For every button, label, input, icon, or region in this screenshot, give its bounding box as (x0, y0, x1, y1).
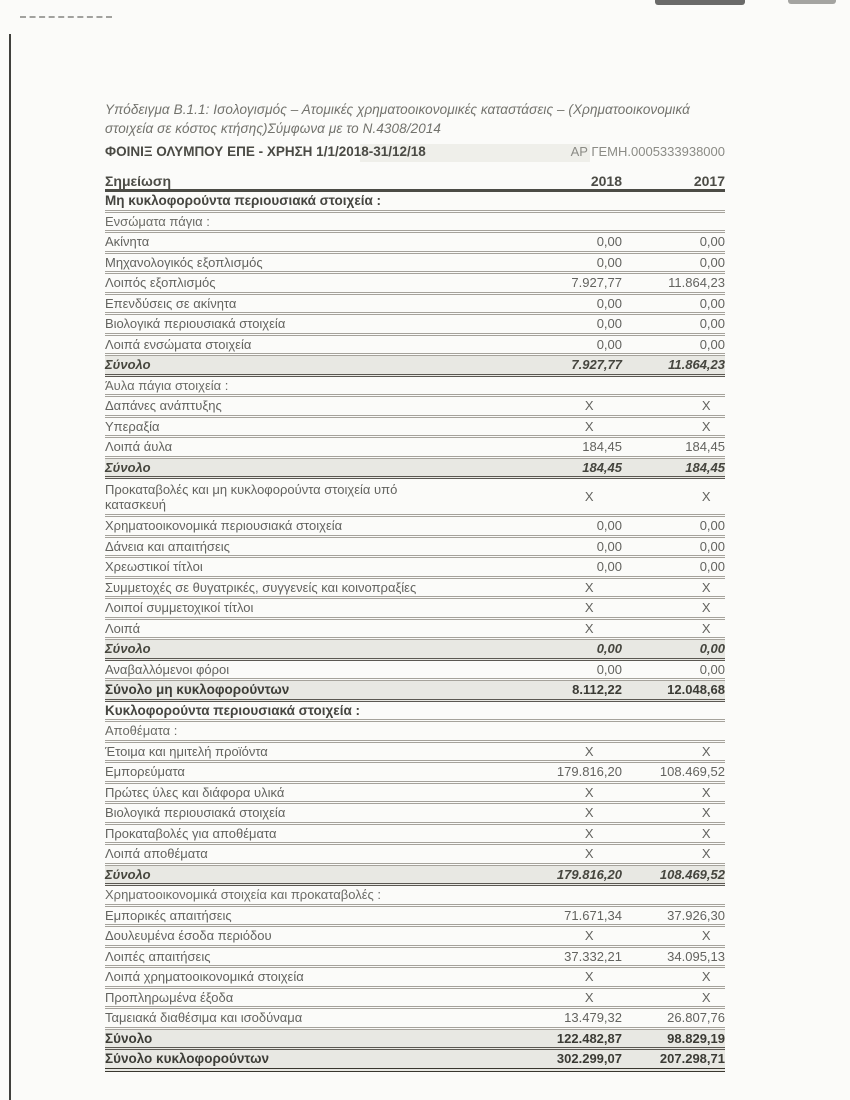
row-value-2017: 26.807,76 (667, 1010, 725, 1026)
row-value-2017: 0,00 (699, 316, 725, 332)
row-value-2018: 0,00 (596, 234, 622, 250)
row-value-2017: 34.095,13 (667, 948, 725, 964)
table-row (105, 784, 725, 805)
row-value-2017: 11.864,23 (668, 275, 725, 291)
row-label: Μη κυκλοφορούντα περιουσιακά στοιχεία : (105, 193, 382, 209)
table-row (105, 233, 725, 254)
row-value-2018: 0,00 (596, 336, 622, 352)
row-value-2017: X (701, 620, 711, 636)
scan-page-edge-line (9, 34, 11, 1100)
row-value-2018: 122.482,87 (556, 1030, 622, 1046)
company-header-row (105, 144, 725, 165)
row-label: Ενσώματα πάγια : (105, 213, 210, 229)
row-value-2018: 179.816,20 (556, 866, 622, 882)
row-label: Μηχανολογικός εξοπλισμός (105, 254, 263, 270)
row-label: Υπεραξία (105, 418, 160, 434)
row-value-2017: 0,00 (699, 661, 725, 677)
row-value-2017: 184,45 (685, 459, 725, 475)
row-label: Κυκλοφορούντα περιουσιακά στοιχεία : (105, 702, 361, 718)
row-label: Χρεωστικοί τίτλοι (105, 559, 203, 575)
table-row (105, 886, 725, 907)
row-label: Σύνολο μη κυκλοφορούντων (105, 682, 290, 698)
row-label: Δάνεια και απαιτήσεις (105, 538, 230, 554)
row-value-2017: X (701, 989, 711, 1005)
row-value-2018: X (584, 418, 594, 434)
row-value-2018: 179.816,20 (556, 764, 622, 780)
row-label: Χρηματοοικονομικά στοιχεία και προκαταβολές : (105, 887, 381, 903)
document-title-line-2: στοιχεία σε κόστος κτήσης)Σύμφωνα με το Ν.4308/2014 (105, 121, 442, 136)
row-label: Αναβαλλόμενοι φόροι (105, 661, 230, 677)
table-row (105, 558, 725, 579)
row-value-2017: X (701, 969, 711, 985)
row-value-2017: X (701, 600, 711, 616)
row-value-2018: X (584, 805, 594, 821)
row-value-2018: X (584, 600, 594, 616)
table-row (105, 459, 725, 480)
row-label: Ακίνητα (105, 234, 150, 250)
table-row (105, 213, 725, 234)
row-label: Λοιπά (105, 620, 141, 636)
row-value-2017: 0,00 (699, 336, 725, 352)
row-value-2018: 302.299,07 (556, 1051, 622, 1067)
table-row (105, 702, 725, 723)
row-label: Λοιπά αποθέματα (105, 846, 208, 862)
row-value-2018: X (584, 784, 594, 800)
row-value-2017: X (701, 784, 711, 800)
column-header-2017: 2017 (693, 173, 725, 189)
row-value-2018: X (584, 489, 594, 504)
row-value-2017: 12.048,68 (667, 682, 725, 698)
row-value-2018: X (584, 846, 594, 862)
row-value-2017: 184,45 (685, 439, 725, 455)
row-label: Σύνολο (105, 459, 151, 475)
row-label: Εμπορεύματα (105, 764, 185, 780)
row-label: Επενδύσεις σε ακίνητα (105, 295, 237, 311)
row-value-2017: 0,00 (699, 559, 725, 575)
table-row (105, 743, 725, 764)
row-value-2018: 7.927,77 (571, 275, 622, 291)
row-label: Λοιπά χρηματοοικονομικά στοιχεία (105, 969, 304, 985)
table-row (105, 517, 725, 538)
table-row (105, 397, 725, 418)
row-value-2018: X (584, 579, 594, 595)
row-value-2018: 184,45 (582, 439, 622, 455)
table-row (105, 336, 725, 357)
row-value-2017: 0,00 (699, 538, 725, 554)
row-label: Χρηματοοικονομικά περιουσιακά στοιχεία (105, 518, 343, 534)
row-value-2018: 184,45 (582, 459, 622, 475)
table-row (105, 907, 725, 928)
row-label: Ταμειακά διαθέσιμα και ισοδύναμα (105, 1010, 303, 1026)
table-row (105, 1009, 725, 1030)
balance-sheet-document (105, 100, 725, 1072)
row-value-2018: X (584, 989, 594, 1005)
company-name-and-period: ΦΟΙΝΙΞ ΟΛΥΜΠΟΥ ΕΠΕ - ΧΡΗΣΗ 1/1/2018-31/12/18 (105, 144, 426, 159)
row-value-2017: X (701, 846, 711, 862)
table-row (105, 968, 725, 989)
table-row (105, 1050, 725, 1072)
row-value-2017: X (701, 398, 711, 414)
row-value-2017: 0,00 (699, 641, 725, 657)
table-row (105, 866, 725, 887)
row-value-2018: 0,00 (596, 538, 622, 554)
row-value-2017: X (701, 489, 711, 504)
row-value-2018: 0,00 (596, 559, 622, 575)
row-value-2017: X (701, 418, 711, 434)
row-label: Σύνολο (105, 866, 151, 882)
row-value-2017: 98.829,19 (667, 1030, 725, 1046)
table-row (105, 763, 725, 784)
row-label: Σύνολο (105, 641, 151, 657)
row-label: Σύνολο κυκλοφορούντων (105, 1051, 269, 1067)
table-row (105, 722, 725, 743)
row-value-2017: X (701, 743, 711, 759)
row-value-2018: 37.332,21 (564, 948, 622, 964)
row-value-2018: 7.927,77 (571, 357, 622, 373)
table-row (105, 681, 725, 702)
table-row (105, 825, 725, 846)
table-row (105, 579, 725, 600)
column-header-2018: 2018 (590, 173, 622, 189)
table-row (105, 315, 725, 336)
row-label: Δουλευμένα έσοδα περιόδου (105, 928, 272, 944)
table-row (105, 295, 725, 316)
row-value-2018: X (584, 928, 594, 944)
row-value-2018: 0,00 (596, 254, 622, 270)
table-row (105, 377, 725, 398)
table-row (105, 254, 725, 275)
table-row (105, 438, 725, 459)
table-row (105, 845, 725, 866)
document-title-line-1: Υπόδειγμα Β.1.1: Ισολογισμός – Ατομικές χρηματοοικονομικές καταστάσεις – (Χρηματοοικονομικά (105, 102, 690, 117)
row-label: Προκαταβολές και μη κυκλοφορούντα στοιχεία υπό κατασκευή (105, 481, 398, 512)
row-value-2018: 71.671,34 (564, 907, 622, 923)
table-row (105, 989, 725, 1010)
row-label: Άυλα πάγια στοιχεία : (105, 377, 229, 393)
row-label: Προπληρωμένα έξοδα (105, 989, 234, 1005)
row-value-2018: X (584, 743, 594, 759)
row-value-2017: 0,00 (699, 234, 725, 250)
row-value-2017: 0,00 (699, 295, 725, 311)
row-value-2018: X (584, 969, 594, 985)
table-row (105, 538, 725, 559)
row-value-2017: X (701, 928, 711, 944)
row-value-2018: 0,00 (596, 661, 622, 677)
row-value-2017: 207.298,71 (659, 1051, 725, 1067)
table-row (105, 804, 725, 825)
row-value-2017: 37.926,30 (667, 907, 725, 923)
table-row (105, 661, 725, 682)
row-label: Λοιπές απαιτήσεις (105, 948, 211, 964)
row-value-2018: 8.112,22 (572, 682, 622, 698)
table-row (105, 274, 725, 295)
scan-fold-dash-line (20, 16, 112, 18)
row-value-2017: 108.469,52 (659, 866, 725, 882)
row-label: Λοιπός εξοπλισμός (105, 275, 216, 291)
scan-smudge-artifact (655, 0, 745, 5)
row-value-2017: 0,00 (699, 518, 725, 534)
row-value-2018: X (584, 620, 594, 636)
row-label: Συμμετοχές σε θυγατρικές, συγγενείς και κοινοπραξίες (105, 579, 417, 595)
table-row (105, 418, 725, 439)
scan-smudge-artifact (788, 0, 836, 4)
row-value-2017: 11.864,23 (668, 357, 725, 373)
row-value-2017: X (701, 825, 711, 841)
row-value-2018: 0,00 (596, 295, 622, 311)
row-label: Λοιποί συμμετοχικοί τίτλοι (105, 600, 254, 616)
table-row (105, 620, 725, 641)
row-label: Σύνολο (105, 357, 151, 373)
row-value-2018: 0,00 (596, 316, 622, 332)
balance-sheet-table (105, 192, 725, 1072)
row-label: Προκαταβολές για αποθέματα (105, 825, 277, 841)
row-label: Λοιπά ενσώματα στοιχεία (105, 336, 252, 352)
table-row (105, 948, 725, 969)
row-value-2018: X (584, 825, 594, 841)
row-label: Εμπορικές απαιτήσεις (105, 907, 232, 923)
row-label: Λοιπά άυλα (105, 439, 173, 455)
table-header-row (105, 165, 725, 192)
row-label: Δαπάνες ανάπτυξης (105, 398, 222, 414)
row-label: Πρώτες ύλες και διάφορα υλικά (105, 784, 285, 800)
table-row (105, 1030, 725, 1051)
registry-number: ΑΡ ΓΕΜΗ.0005333938000 (570, 144, 725, 159)
row-value-2018: 13.479,32 (564, 1010, 622, 1026)
row-value-2018: 0,00 (596, 518, 622, 534)
row-value-2018: X (584, 398, 594, 414)
table-row (105, 927, 725, 948)
row-value-2017: X (701, 805, 711, 821)
row-value-2017: X (701, 579, 711, 595)
column-header-note: Σημείωση (105, 173, 172, 189)
row-value-2017: 108.469,52 (659, 764, 725, 780)
row-value-2018: 0,00 (596, 641, 622, 657)
table-row (105, 192, 725, 213)
row-value-2017: 0,00 (699, 254, 725, 270)
table-row (105, 640, 725, 661)
row-label: Έτοιμα και ημιτελή προϊόντα (105, 743, 268, 759)
row-label: Βιολογικά περιουσιακά στοιχεία (105, 805, 286, 821)
row-label: Σύνολο (105, 1030, 153, 1046)
row-label: Βιολογικά περιουσιακά στοιχεία (105, 316, 286, 332)
table-row (105, 356, 725, 377)
table-row (105, 479, 725, 517)
table-row (105, 599, 725, 620)
row-label: Αποθέματα : (105, 723, 178, 739)
